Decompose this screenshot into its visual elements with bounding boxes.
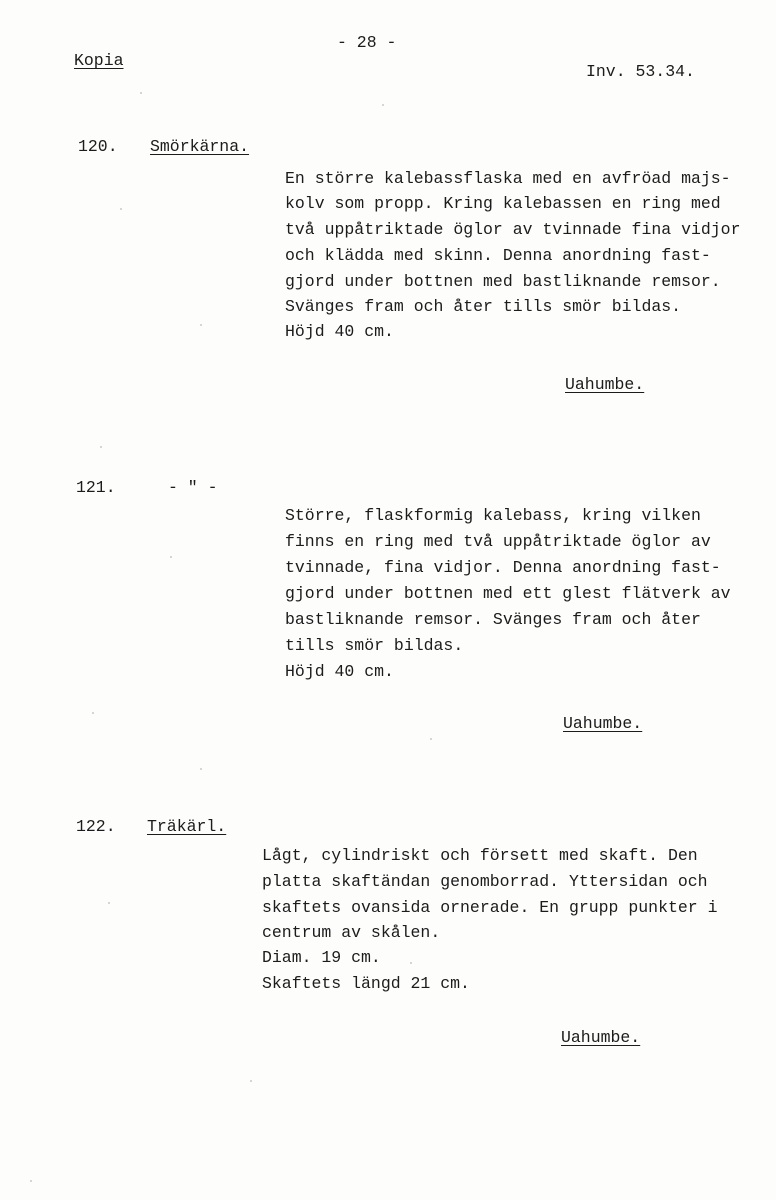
- description-line: Diam. 19 cm.: [262, 948, 381, 967]
- description-line: Skaftets längd 21 cm.: [262, 974, 470, 993]
- description-line: tills smör bildas.: [285, 636, 464, 655]
- scan-speck: [30, 1180, 32, 1182]
- description-line: centrum av skålen.: [262, 923, 441, 942]
- entry-source: Uahumbe.: [563, 714, 643, 733]
- entry-number: 121.: [76, 478, 116, 497]
- description-line: En större kalebassflaska med en avfröad majs-: [285, 169, 731, 188]
- copy-label: Kopia: [74, 51, 124, 70]
- scan-speck: [382, 104, 384, 106]
- scan-speck: [410, 962, 412, 964]
- description-line: skaftets ovansida ornerade. En grupp punkter i: [262, 898, 718, 917]
- description-line: två uppåtriktade öglor av tvinnade fina vidjor: [285, 220, 741, 239]
- entry-title: Smörkärna.: [150, 137, 250, 156]
- description-line: finns en ring med två uppåtriktade öglor av: [285, 532, 711, 551]
- entry-title: - " -: [168, 478, 218, 497]
- scan-speck: [430, 738, 432, 740]
- scan-speck: [200, 768, 202, 770]
- entry-number: 120.: [78, 137, 118, 156]
- description-line: tvinnade, fina vidjor. Denna anordning fast-: [285, 558, 721, 577]
- description-line: Lågt, cylindriskt och försett med skaft. Den: [262, 846, 698, 865]
- scan-speck: [92, 712, 94, 714]
- entry-source: Uahumbe.: [561, 1028, 641, 1047]
- scan-speck: [200, 324, 202, 326]
- entry-source: Uahumbe.: [565, 375, 645, 394]
- scan-speck: [140, 92, 142, 94]
- scan-speck: [100, 446, 102, 448]
- entry-title: Träkärl.: [147, 817, 227, 836]
- description-line: gjord under bottnen med bastliknande remsor.: [285, 272, 721, 291]
- scan-speck: [250, 1080, 252, 1082]
- description-line: bastliknande remsor. Svänges fram och åter: [285, 610, 701, 629]
- page-number: - 28 -: [337, 33, 397, 52]
- description-line: gjord under bottnen med ett glest flätverk av: [285, 584, 731, 603]
- description-line: och klädda med skinn. Denna anordning fast-: [285, 246, 711, 265]
- entry-number: 122.: [76, 817, 116, 836]
- scan-speck: [108, 902, 110, 904]
- description-line: platta skaftändan genomborrad. Yttersidan och: [262, 872, 708, 891]
- description-line: Höjd 40 cm.: [285, 322, 394, 341]
- description-line: Större, flaskformig kalebass, kring vilken: [285, 506, 701, 525]
- inventory-number: Inv. 53.34.: [586, 62, 695, 81]
- description-line: Höjd 40 cm.: [285, 662, 394, 681]
- scan-speck: [170, 556, 172, 558]
- description-line: Svänges fram och åter tills smör bildas.: [285, 297, 682, 316]
- description-line: kolv som propp. Kring kalebassen en ring med: [285, 194, 721, 213]
- scan-speck: [120, 208, 122, 210]
